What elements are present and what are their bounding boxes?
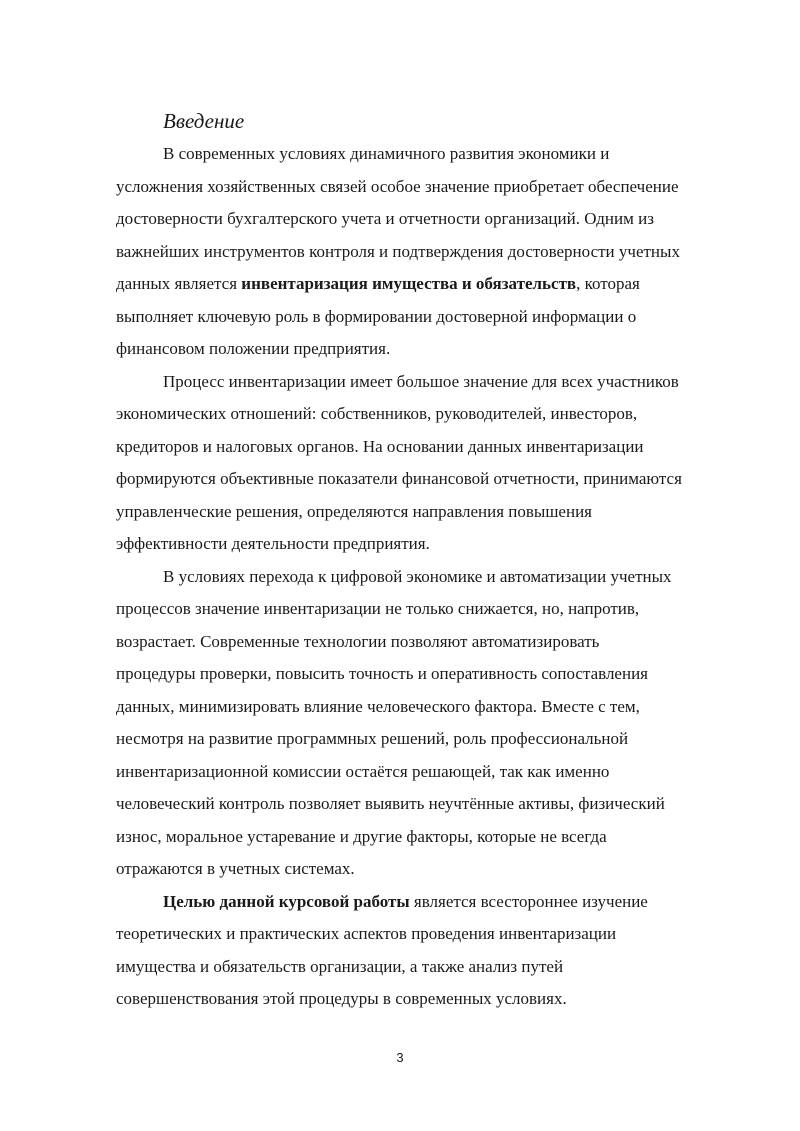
text-run: данных является (116, 274, 242, 293)
text-line: управленческие решения, определяются направления повышения (116, 501, 592, 521)
text-line: процедуры проверки, повысить точность и оперативность сопоставления (116, 664, 648, 683)
text-line: имущества и обязательств организации, а также анализ путей (116, 956, 564, 976)
text-line: достоверности бухгалтерского учета и отчетности организаций. Одним из (116, 209, 654, 228)
text-line: кредиторов и налоговых органов. На основании данных инвентаризации (116, 436, 644, 456)
text-line: износ, моральное устаревание и другие факторы, которые не всегда (116, 826, 607, 846)
text-line: совершенствования этой процедуры в современных условиях. (116, 989, 567, 1008)
text-line: эффективности деятельности предприятия. (116, 534, 430, 553)
page-number: 3 (396, 1050, 404, 1065)
bold-term: инвентаризация имущества и обязательств (241, 274, 577, 293)
text-line: данных, минимизировать влияние человеческого фактора. Вместе с тем, (116, 696, 640, 716)
text-line: Процесс инвентаризации имеет большое значение для всех участников (163, 371, 679, 391)
text-line (116, 268, 744, 301)
text-line: выполняет ключевую роль в формировании достоверной информации о (116, 306, 637, 326)
text-line: возрастает. Современные технологии позволяют автоматизировать (116, 631, 600, 651)
page-body (116, 106, 744, 1016)
text-line (116, 886, 744, 919)
paragraph-goal (116, 886, 744, 1016)
text-line: несмотря на развитие программных решений, роль профессиональной (116, 729, 629, 748)
text-line: важнейших инструментов контроля и подтверждения достоверности учетных (116, 241, 680, 261)
section-heading: Введение (163, 109, 245, 133)
text-line: экономических отношений: собственников, руководителей, инвесторов, (116, 404, 638, 423)
text-line: процессов значение инвентаризации не только снижается, но, напротив, (116, 599, 640, 618)
paragraph-digital (116, 561, 744, 886)
text-line: финансовом положении предприятия. (116, 339, 391, 358)
text-line: усложнения хозяйственных связей особое значение приобретает обеспечение (116, 176, 679, 196)
bold-term: Целью данной курсовой работы (163, 891, 410, 911)
text-run: , которая (576, 274, 640, 293)
text-run: является всестороннее изучение (409, 891, 648, 911)
text-line: В современных условиях динамичного развития экономики и (163, 144, 610, 163)
text-line: человеческий контроль позволяет выявить неучтённые активы, физический (116, 794, 665, 813)
text-line: инвентаризационной комиссии остаётся решающей, так как именно (116, 761, 610, 781)
paragraph-process (116, 366, 744, 561)
text-line: формируются объективные показатели финансовой отчетности, принимаются (116, 469, 682, 488)
text-line: теоретических и практических аспектов проведения инвентаризации (116, 924, 617, 943)
text-line: отражаются в учетных системах. (116, 859, 355, 878)
text-line: В условиях перехода к цифровой экономике и автоматизации учетных (163, 566, 672, 586)
paragraph-intro (116, 138, 744, 366)
